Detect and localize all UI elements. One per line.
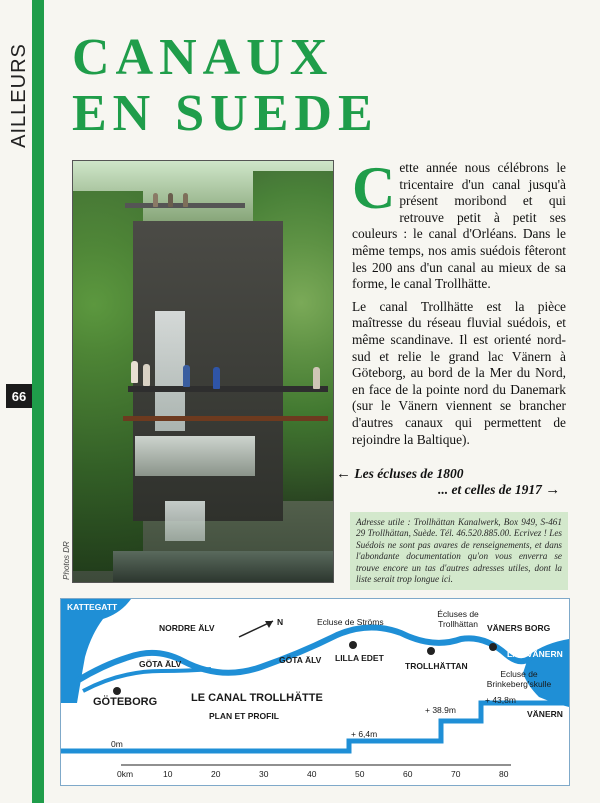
useful-address-box: Adresse utile : Trollhättan Kanalwerk, Box 949, S-461 29 Trollhättan, Suède. Tél. 46.520.885.00. Ecrivez ! Les Suédois ne sont pas avares de renseignements, et dans l'abondante documentation qu'on vous enverra se trouve encore un tas d'autres adresses utiles, dont la liste serait trop longue ici.	[350, 512, 568, 590]
place-vanersborg: VÄNERS BORG	[487, 623, 551, 633]
trollhattan-dot	[427, 647, 435, 655]
photo-waterfall-upper	[155, 311, 185, 431]
photo-waterfall-lower	[165, 501, 205, 541]
title-line-1: CANAUX	[72, 29, 334, 86]
sea-label: KATTEGATT	[67, 602, 118, 612]
photo-credit: Photos DR	[61, 540, 71, 580]
section-label-text: AILLEURS	[7, 42, 30, 148]
scale-tick: 80	[499, 769, 509, 779]
scale-tick: 50	[355, 769, 365, 779]
article-body	[352, 155, 566, 454]
scale-tick: 70	[451, 769, 461, 779]
lock-brinkeberg-label: Ecluse de Brinkeberg'skulle	[486, 669, 552, 689]
caption-locks-1917: ... et celles de 1917 →	[438, 482, 561, 498]
article-paragraph-2: Le canal Trollhätte est la pièce maîtresse du réseau fluvial suédois, et même scandinave. Il est orienté nord-sud et relie le grand lac Vänern à Göteborg, au bord de la Mer du Nord, en face de la pointe nord du Danemark (sur le Vänern viennent se brancher d'autres canaux qui permettent de rejoindre la Baltique).	[352, 298, 566, 447]
place-trollhattan: TROLLHÄTTAN	[405, 661, 468, 671]
arrow-left-icon: ←	[336, 466, 351, 482]
photo-person	[213, 367, 220, 389]
canal-locks-photo	[72, 160, 334, 583]
profile-start-label: 0m	[111, 739, 123, 749]
river-label-nordre-alv: NORDRE ÄLV	[159, 623, 215, 633]
map-title: LE CANAL TROLLHÄTTE	[191, 692, 323, 704]
photo-water	[113, 551, 333, 583]
scale-tick: 10	[163, 769, 173, 779]
photo-waterfall-middle	[135, 436, 255, 476]
river-gota-alv-lower	[83, 669, 211, 691]
photo-person	[143, 364, 150, 386]
photo-person	[168, 193, 173, 207]
article-paragraph-1: Cette année nous célébrons le tricentaire d'un canal jusqu'à présent moribond et qui retrouve petit à petit ses couleurs : le canal d'Orléans. Dans le même temps, nos amis suédois fêteront les 200 ans d'un canal au mieux de sa forme, le canal Trollhätte.	[352, 155, 566, 292]
north-label: N	[277, 617, 284, 627]
scale-tick: 0km	[117, 769, 134, 779]
river-label-gota-alv-1: GÖTA ÄLV	[139, 659, 182, 669]
lock-stroms-label: Ecluse de Ströms	[317, 617, 384, 627]
profile-lake-label: VÄNERN	[527, 709, 563, 719]
caption-locks-1800: ← Les écluses de 1800	[336, 466, 464, 482]
map-subtitle: PLAN ET PROFIL	[209, 711, 279, 721]
photo-person	[313, 367, 320, 389]
arrow-right-icon: →	[545, 482, 561, 498]
place-lilla-edet: LILLA EDET	[335, 653, 384, 663]
profile-height-2: + 38.9m	[425, 705, 456, 715]
green-accent-bar	[32, 0, 44, 803]
title-line-2: EN SUEDE	[72, 85, 379, 142]
photo-person	[153, 193, 158, 207]
photo-footbridge	[128, 386, 328, 392]
photo-railing	[123, 416, 328, 421]
page-number: 66	[6, 384, 32, 408]
lilla-edet-dot	[349, 641, 357, 649]
lake-label: LAC VÄNERN	[507, 649, 563, 659]
page-title	[72, 30, 592, 142]
scale-tick: 40	[307, 769, 317, 779]
kattegatt-sea	[61, 599, 131, 703]
section-label	[6, 25, 32, 165]
place-goteborg: GÖTEBORG	[93, 696, 158, 708]
photo-person	[183, 193, 188, 207]
vanersborg-dot	[489, 643, 497, 651]
scale-tick: 60	[403, 769, 413, 779]
photo-person	[183, 365, 190, 387]
canal-map	[60, 598, 570, 786]
profile-height-3: + 43,8m	[485, 695, 516, 705]
scale-tick: 30	[259, 769, 269, 779]
lock-trollhattan-label: Écluses de Trollhättan	[437, 609, 479, 629]
photo-person	[131, 361, 138, 383]
goteborg-dot	[113, 687, 121, 695]
elevation-profile	[61, 703, 569, 751]
profile-height-1: + 6,4m	[351, 729, 378, 739]
scale-tick: 20	[211, 769, 221, 779]
river-label-gota-alv-2: GÖTA ÄLV	[279, 655, 322, 665]
drop-cap: C	[352, 155, 396, 221]
